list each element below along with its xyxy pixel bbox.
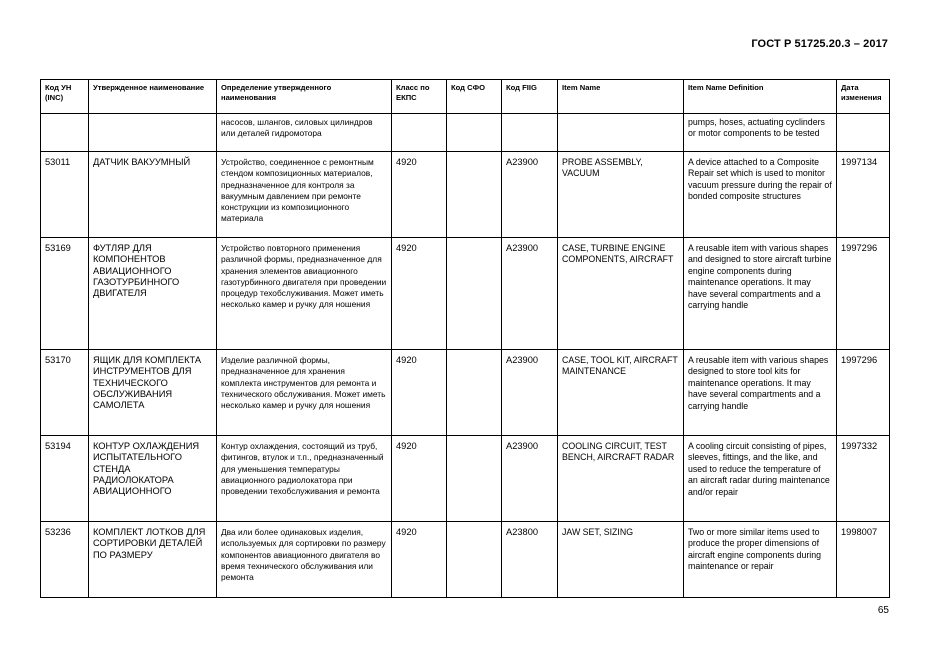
cell-item-name: PROBE ASSEMBLY, VACUUM	[558, 152, 684, 238]
cell-definition-ru: Контур охлаждения, состоящий из труб, фитингов, втулок и т.п., предназначенный для уменьшения температуры авиационного радиолокатора при проведении техобслуживания и ремонта	[217, 436, 392, 522]
column-header-date: Дата изменения	[837, 80, 890, 114]
cell-sfo	[447, 152, 502, 238]
page-number: 65	[877, 605, 889, 616]
cell-class: 4920	[392, 350, 447, 436]
cell-item-name	[558, 114, 684, 152]
document-code: ГОСТ Р 51725.20.3 – 2017	[751, 38, 888, 50]
cell-class	[392, 114, 447, 152]
table-row	[41, 522, 890, 598]
cell-item-definition: A cooling circuit consisting of pipes, sleeves, fittings, and the like, and used to reduce the temperature of an aircraft radar during maintenance and/or repair	[684, 436, 837, 522]
cell-item-name: COOLING CIRCUIT, TEST BENCH, AIRCRAFT RADAR	[558, 436, 684, 522]
column-header-item-definition: Item Name Definition	[684, 80, 837, 114]
cell-inc: 53169	[41, 238, 89, 350]
cell-item-definition: Two or more similar items used to produce the proper dimensions of aircraft engine components during maintenance or repair	[684, 522, 837, 598]
cell-sfo	[447, 436, 502, 522]
column-header-item-name: Item Name	[558, 80, 684, 114]
cell-class: 4920	[392, 436, 447, 522]
cell-name-ru: ФУТЛЯР ДЛЯ КОМПОНЕНТОВ АВИАЦИОННОГО ГАЗОТУРБИННОГО ДВИГАТЕЛЯ	[89, 238, 217, 350]
table-row	[41, 114, 890, 152]
cell-name-ru: ДАТЧИК ВАКУУМНЫЙ	[89, 152, 217, 238]
cell-inc: 53170	[41, 350, 89, 436]
cell-date: 1997332	[837, 436, 890, 522]
cell-name-ru	[89, 114, 217, 152]
cell-sfo	[447, 350, 502, 436]
cell-class: 4920	[392, 152, 447, 238]
column-header-fiig: Код FIIG	[502, 80, 558, 114]
table-row	[41, 350, 890, 436]
cell-fiig: A23900	[502, 238, 558, 350]
table-header-row	[41, 80, 890, 114]
cell-definition-ru: Устройство, соединенное с ремонтным стендом композиционных материалов, предназначенное для контроля за вакуумным давлением при ремонте конструкции из композиционного материала	[217, 152, 392, 238]
cell-definition-ru: Изделие различной формы, предназначенное для хранения комплекта инструментов для ремонта и технического обслуживания. Может иметь несколько камер и ручку для ношения	[217, 350, 392, 436]
column-header-name-ru: Утвержденное наименование	[89, 80, 217, 114]
cell-name-ru: КОМПЛЕКТ ЛОТКОВ ДЛЯ СОРТИРОВКИ ДЕТАЛЕЙ ПО РАЗМЕРУ	[89, 522, 217, 598]
cell-fiig: A23900	[502, 436, 558, 522]
cell-name-ru: КОНТУР ОХЛАЖДЕНИЯ ИСПЫТАТЕЛЬНОГО СТЕНДА РАДИОЛОКАТОРА АВИАЦИОННОГО	[89, 436, 217, 522]
column-header-sfo: Код СФО	[447, 80, 502, 114]
cell-sfo	[447, 238, 502, 350]
cell-date: 1998007	[837, 522, 890, 598]
table-row	[41, 152, 890, 238]
cell-fiig: A23900	[502, 350, 558, 436]
cell-date: 1997296	[837, 238, 890, 350]
cell-item-definition: A device attached to a Composite Repair set which is used to monitor vacuum pressure during the repair of bonded composite structures	[684, 152, 837, 238]
cell-item-definition: pumps, hoses, actuating cyclinders or motor components to be tested	[684, 114, 837, 152]
cell-name-ru: ЯЩИК ДЛЯ КОМПЛЕКТА ИНСТРУМЕНТОВ ДЛЯ ТЕХНИЧЕСКОГО ОБСЛУЖИВАНИЯ САМОЛЕТА	[89, 350, 217, 436]
cell-sfo	[447, 522, 502, 598]
classification-table	[40, 79, 890, 598]
cell-date: 1997296	[837, 350, 890, 436]
cell-date	[837, 114, 890, 152]
cell-class: 4920	[392, 238, 447, 350]
cell-inc	[41, 114, 89, 152]
cell-item-name: CASE, TOOL KIT, AIRCRAFT MAINTENANCE	[558, 350, 684, 436]
cell-fiig: A23900	[502, 152, 558, 238]
cell-inc: 53194	[41, 436, 89, 522]
cell-definition-ru: Два или более одинаковых изделия, используемых для сортировки по размеру компонентов авиационного двигателя во время технического обслуживания или ремонта	[217, 522, 392, 598]
cell-item-definition: A reusable item with various shapes designed to store tool kits for maintenance operations. It may have several compartments and a carrying handle	[684, 350, 837, 436]
table-row	[41, 238, 890, 350]
column-header-class: Класс по ЕКПС	[392, 80, 447, 114]
column-header-definition-ru: Определение утвержденного наименования	[217, 80, 392, 114]
cell-item-name: JAW SET, SIZING	[558, 522, 684, 598]
table-row	[41, 436, 890, 522]
cell-date: 1997134	[837, 152, 890, 238]
cell-inc: 53011	[41, 152, 89, 238]
cell-definition-ru: Устройство повторного применения различной формы, предназначенное для хранения элементов авиационного газотурбинного двигателя при проведении процедур техобслуживания. Может иметь несколько камер и ручку для ношения	[217, 238, 392, 350]
cell-fiig	[502, 114, 558, 152]
cell-definition-ru: насосов, шлангов, силовых цилиндров или деталей гидромотора	[217, 114, 392, 152]
cell-item-definition: A reusable item with various shapes and designed to store aircraft turbine engine components during maintenance operations. It may have several compartments and a carrying handle	[684, 238, 837, 350]
cell-sfo	[447, 114, 502, 152]
cell-inc: 53236	[41, 522, 89, 598]
cell-class: 4920	[392, 522, 447, 598]
cell-item-name: CASE, TURBINE ENGINE COMPONENTS, AIRCRAFT	[558, 238, 684, 350]
column-header-inc: Код УН (INC)	[41, 80, 89, 114]
cell-fiig: A23800	[502, 522, 558, 598]
